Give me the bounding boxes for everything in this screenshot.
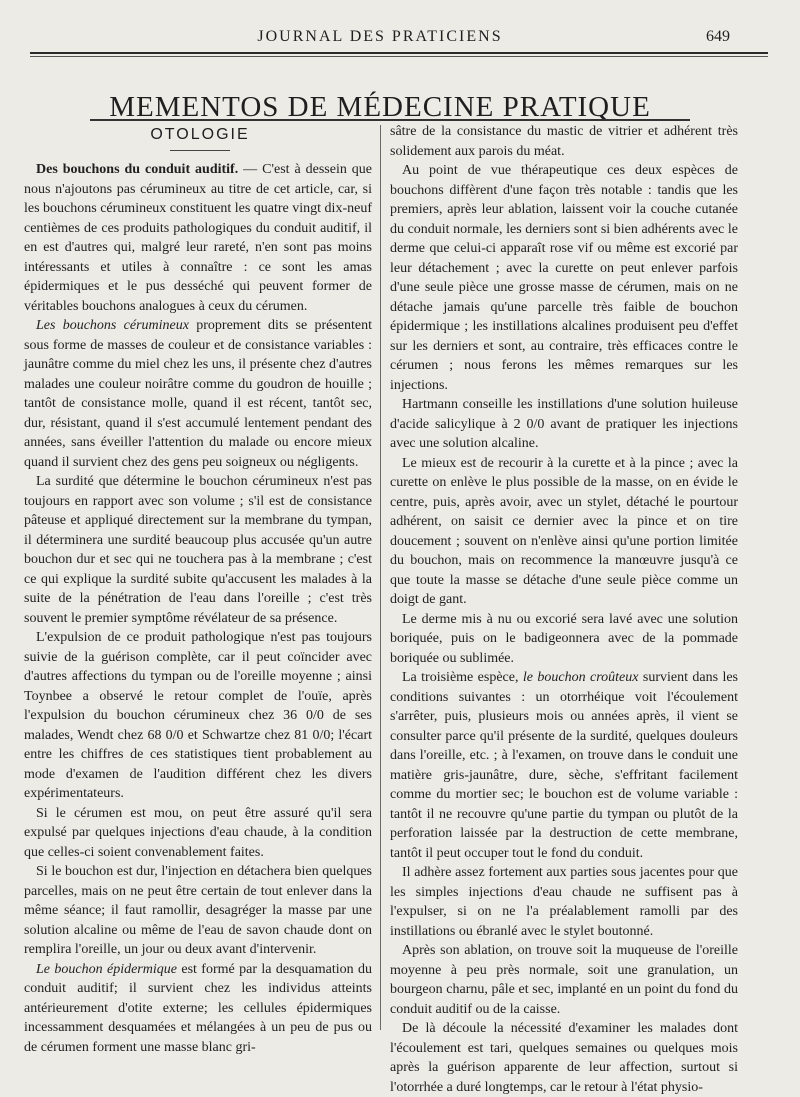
- paragraph-text: survient dans les conditions suivantes : un otorrhéique voit l'écoulement s'arrêter, puis, plusieurs mois ou années après, il vient se consulter parce qu'il présente de la surdité, quelques douleurs dans l'oreille, etc. ; à l'examen, on trouve dans le conduit une matière gris-jaunâtre, dure, sèche, s'effritant facilement comme du mortier sec; le bouchon est de volume variable : tantôt il ne recouvre qu'une partie du tympan ou plutôt de la perforation laissée par la destruction de cette membrane, tantôt il peut occuper tout le fond du conduit.: [390, 670, 738, 861]
- italic-term: Le bouchon épidermique: [36, 961, 177, 977]
- paragraph: De là découle la nécessité d'examiner les malades dont l'écoulement est tari, quelques semaines ou quelques mois après la guérison apparente de leur affection, surtout si l'otorrhée a duré longtemps, car le retour à l'état physio-: [390, 1021, 738, 1095]
- paragraph-text: proprement dits se présentent sous forme de masses de couleur et de consistance variables : jaunâtre comme du miel chez les uns, il présente chez d'autres malades une couleur noirâtre comme du goudron de houille ; tantôt de consistance molle, quand il est récent, tantôt sec, dur, résistant, quand il s'est accumulé lentement pendant des années, sans éveiller l'attention du malade ou encore mieux quand il survient chez des gens peu soigneux ou négligents.: [24, 318, 373, 470]
- running-head: [0, 26, 800, 50]
- paragraph: Il adhère assez fortement aux parties sous jacentes pour que les simples injections d'eau chaude ne suffisent pas à l'expulser, si on ne l'a préalablement ramolli par des instillations ou ébranlé avec le stylet boutonné.: [390, 865, 738, 939]
- paragraph: Le mieux est de recourir à la curette et à la pince ; avec la curette on enlève le plus possible de la masse, on en évide le centre, puis, après avoir, avec un stylet, détaché le pourtour adhérent, on saisit ce dernier avec la pince et on tire doucement ; souvent on n'enlève ainsi qu'une portion limitée du bouchon, mais on recommence la manœuvre jusqu'à ce que toute la masse se détache d'une seule pièce comme un doigt de gant.: [390, 455, 738, 607]
- paragraph: Hartmann conseille les instillations d'une solution huileuse d'acide salicylique à 2 0/0 avant de pratiquer les injections avec une solution alcaline.: [390, 397, 738, 451]
- page-number: 649: [706, 28, 730, 45]
- italic-term: Les bouchons cérumineux: [36, 318, 189, 333]
- paragraph: L'expulsion de ce produit pathologique n'est pas toujours suivie de la guérison complète, car il peut coïncider avec d'autres affections du tympan ou de l'oreille moyenne ; ainsi Toynbee a observé le retour complet de l'ouïe, après l'expulsion du bouchon cérumineux chez 36 0/0 de ses malades, Wendt chez 68 0/0 et Schwartze chez 81 0/0; l'écart entre les chiffres de ces statistiques tient probablement au mode d'examen de l'audition différent chez les divers expérimentateurs.: [24, 630, 372, 801]
- paragraph: [390, 668, 738, 863]
- paragraph: Si le bouchon est dur, l'injection en détachera bien quelques parcelles, mais on ne peut être certain de tout enlever dans la même séance; il faut ramollir, desagréger la masse par une solution alcaline ou même de l'eau de savon chaude dont on remplira l'oreille, un jour ou deux avant d'intervenir.: [24, 864, 372, 957]
- title-rule: [90, 119, 690, 121]
- paragraph: [24, 316, 372, 472]
- main-title: MEMENTOS DE MÉDECINE PRATIQUE: [109, 91, 651, 124]
- paragraph: La surdité que détermine le bouchon cérumineux n'est pas toujours en rapport avec son volume ; s'il est de consistance pâteuse et appliqué directement sur la membrane du tympan, il déterminera une surdité beaucoup plus accusée qu'un autre bouchon dur et sec qui ne touchera pas à la membrane ; c'est ce qui explique la surdité subite qu'accusent les malades à la suite de la pénétration de l'eau dans l'oreille ; c'est très souvent le premier symptôme révélateur de sa présence.: [24, 474, 372, 626]
- paragraph: sâtre de la consistance du mastic de vitrier et adhérent très solidement aux parois du méat.: [390, 124, 738, 159]
- paragraph-text: est formé par la desquamation du conduit auditif; il survient chez les individus atteints antérieurement d'otite externe; les cellules épidermiques incessamment desquamées et mélangées à un peu de pus ou de cérumen forment une masse blanc gri-: [24, 961, 372, 1055]
- paragraph-text: La troisième espèce,: [402, 670, 523, 685]
- left-column: [24, 160, 372, 1057]
- paragraph: Au point de vue thérapeutique ces deux espèces de bouchons diffèrent d'une façon très notable : tandis que les premiers, après leur ablation, laissent voir la couche cutanée du conduit normale, les derniers sont si bien adhérents avec le derme que celui-ci apparaît rose vif ou même est excorié par leur détachement ; avec la curette on peut enlever parfois d'une seule pièce une grosse masse de cérumen, mais on ne détache jamais qu'une parcelle très faible de bouchon épidermique ; les instillations alcalines produisent peu d'effet sur les derniers et sont, au contraire, très efficaces contre le cérumen ; nous ferons les mêmes remarques sur les injections.: [390, 163, 738, 393]
- header-rule: [30, 52, 768, 57]
- journal-title: JOURNAL DES PRATICIENS: [257, 28, 503, 45]
- section-heading: OTOLOGIE: [150, 126, 250, 143]
- paragraph-text: — C'est à dessein que nous n'ajoutons pas cérumineux au titre de cet article, car, si les bouchons cérumineux constituent les quatre vingt dix-neuf centièmes de ces produits pathologiques du conduit auditif, il en est d'autres qui, malgré leur rareté, n'en sont pas moins intéressants et utiles à connaître : ce sont les amas épidermiques et le pus desséché qui peuvent former de véritables bouchons analogues à ceux du cérumen.: [24, 162, 373, 314]
- paragraph: Si le cérumen est mou, on peut être assuré qu'il sera expulsé par quelques injections d'eau chaude, à la condition que celles-ci soient convenablement faites.: [24, 805, 372, 860]
- paragraph: Le derme mis à nu ou excorié sera lavé avec une solution boriquée, puis on le badigeonnera avec de la pommade boriquée ou sublimée.: [390, 611, 738, 666]
- section-rule: [170, 150, 230, 151]
- column-divider: [380, 125, 381, 1030]
- right-column: [390, 122, 738, 1097]
- paragraph: Après son ablation, on trouve soit la muqueuse de l'oreille moyenne à peu près normale, soit une granulation, un bourgeon charnu, pâle et sec, implanté en un point du fond du conduit auditif ou de la caisse.: [390, 943, 738, 1017]
- italic-term: le bouchon croûteux: [522, 670, 639, 685]
- article-heading: Des bouchons du conduit auditif.: [36, 162, 239, 177]
- paragraph: [24, 960, 372, 1058]
- paragraph: [24, 160, 372, 316]
